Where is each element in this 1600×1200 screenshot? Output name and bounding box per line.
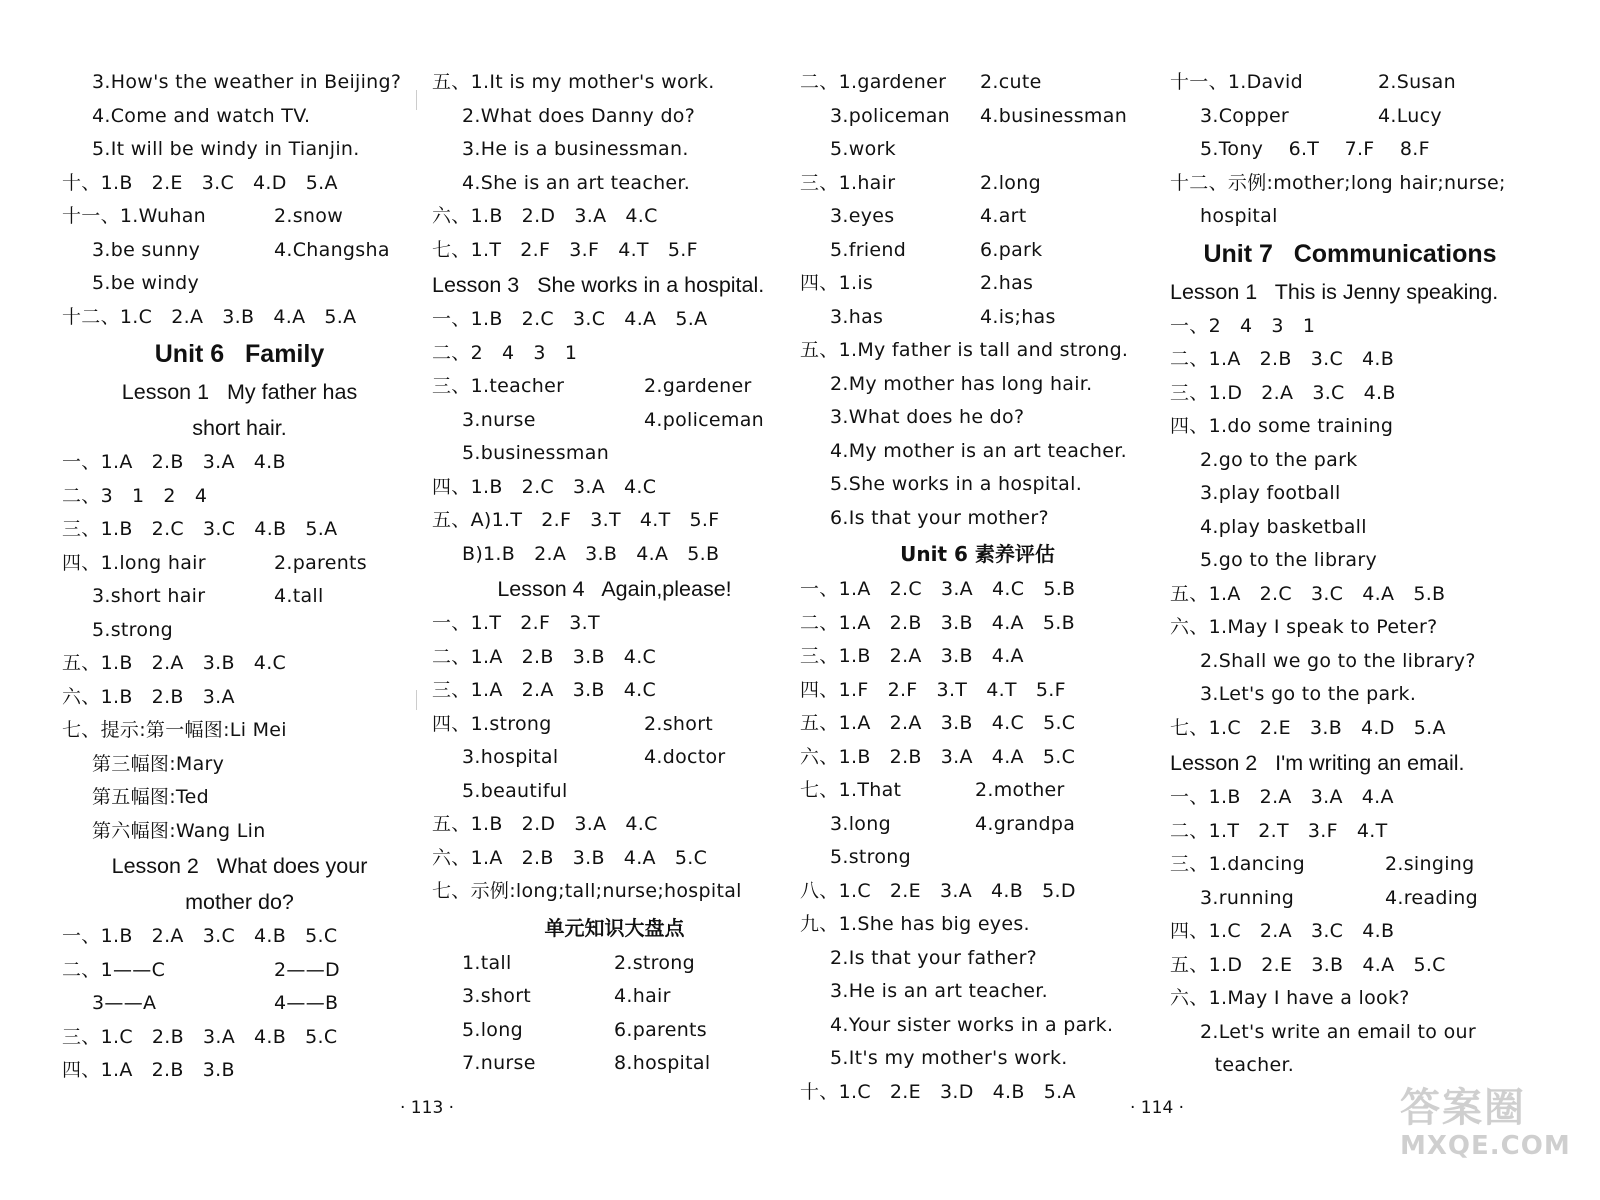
answer-line	[432, 875, 797, 909]
answer-text-second: 2.short	[644, 712, 714, 735]
answer-text: 第六幅图:Wang Lin	[92, 819, 266, 842]
answer-line	[62, 647, 417, 681]
answer-text: 三、1.dancing	[1170, 853, 1306, 875]
answer-line	[432, 66, 797, 100]
answer-text: 五、1.A 2.A 3.B 4.C 5.C	[800, 712, 1076, 734]
answer-line	[1170, 133, 1530, 167]
answer-text: 3.How's the weather in Beijing?	[92, 71, 402, 93]
answer-text-second: 4.businessman	[980, 104, 1128, 127]
answer-line	[432, 234, 797, 268]
answer-line	[800, 875, 1155, 909]
answer-line	[62, 681, 417, 715]
answer-text: 七、示例:long;tall;nurse;hospital	[432, 880, 742, 902]
lesson-heading: Lesson 2 I'm writing an email.	[1170, 751, 1465, 775]
answer-line	[432, 471, 797, 505]
answer-line	[432, 607, 797, 641]
answer-line	[1170, 511, 1530, 545]
answer-line	[1170, 343, 1530, 377]
answer-text: 3.Copper	[1200, 104, 1290, 127]
answer-line	[432, 337, 797, 371]
answer-text-second: 4.policeman	[644, 408, 764, 431]
answer-text: 七、1.T 2.F 3.F 4.T 5.F	[432, 238, 698, 261]
answer-line	[432, 504, 797, 538]
answer-text: 十、1.B 2.E 3.C 4.D 5.A	[62, 171, 338, 194]
answer-line	[800, 66, 1155, 100]
lesson-heading: mother do?	[185, 890, 294, 914]
answer-line	[800, 841, 1155, 875]
lesson-heading: Lesson 1 My father has	[121, 380, 358, 404]
answer-text: 一、1.A 2.B 3.A 4.B	[62, 451, 286, 473]
answer-line	[800, 707, 1155, 741]
answer-text: 三、1.A 2.A 3.B 4.C	[432, 679, 657, 701]
answer-text-second: 2.gardener	[644, 375, 752, 397]
answer-text: 三、1.teacher	[432, 375, 565, 397]
answer-line	[800, 435, 1155, 469]
column-1	[62, 66, 417, 1088]
answer-text: 十一、1.David	[1170, 71, 1303, 93]
answer-text-second: 2.mother	[975, 779, 1065, 801]
answer-text: B)1.B 2.A 3.B 4.A 5.B	[462, 542, 720, 565]
answer-text-second: 6.park	[980, 238, 1043, 261]
answer-line	[1170, 712, 1530, 746]
answer-text: 四、1.C 2.A 3.C 4.B	[1170, 920, 1395, 942]
answer-text: 七、1.C 2.E 3.B 4.D 5.A	[1170, 716, 1446, 739]
answer-line	[1170, 444, 1530, 478]
answer-text: 四、1.do some training	[1170, 415, 1394, 437]
answer-text-second: 2.strong	[614, 951, 695, 974]
answer-line	[1170, 410, 1530, 444]
answer-text: 五、1.A 2.C 3.C 4.A 5.B	[1170, 582, 1446, 605]
answer-text: 四、1.B 2.C 3.A 4.C	[432, 475, 657, 498]
lesson-heading: Lesson 1 This is Jenny speaking.	[1170, 279, 1499, 304]
answer-text: 3.nurse	[462, 408, 536, 431]
answer-text: 五、1.My father is tall and strong.	[800, 339, 1129, 361]
answer-text: 七、提示:第一幅图:Li Mei	[62, 719, 287, 741]
answer-text: 二、1——C	[62, 958, 166, 981]
answer-text-second: 4——B	[274, 992, 339, 1014]
answer-text: 第五幅图:Ted	[92, 786, 209, 808]
answer-text: hospital	[1200, 205, 1278, 227]
answer-text: 十一、1.Wuhan	[62, 205, 207, 227]
answer-line	[62, 547, 417, 581]
answer-text: 二、1.A 2.B 3.C 4.B	[1170, 348, 1395, 370]
answer-line	[800, 502, 1155, 536]
answer-line	[62, 1021, 417, 1055]
answer-text: 4.play basketball	[1200, 515, 1367, 538]
answer-line	[432, 808, 797, 842]
answer-text: 2.Is that your father?	[830, 946, 1038, 969]
answer-text-second: 4.Changsha	[274, 238, 390, 261]
answer-line	[62, 781, 417, 815]
answer-text: 二、1.T 2.T 3.F 4.T	[1170, 819, 1388, 842]
page-number-right: · 114 ·	[1130, 1098, 1185, 1118]
answer-text: 四、1.F 2.F 3.T 4.T 5.F	[800, 678, 1066, 701]
answer-line	[432, 133, 797, 167]
answer-text: 三、1.B 2.C 3.C 4.B 5.A	[62, 518, 338, 540]
answer-line	[1170, 848, 1530, 882]
answer-text-second: 2.has	[980, 272, 1034, 294]
lesson-heading: short hair.	[192, 416, 287, 440]
answer-text: 四、1.long hair	[62, 551, 206, 574]
answer-text: 第三幅图:Mary	[92, 752, 225, 775]
column-3	[800, 66, 1155, 1109]
page-number-left: · 113 ·	[400, 1098, 455, 1118]
answer-text: 2.My mother has long hair.	[830, 372, 1093, 395]
answer-text-second: 4.doctor	[644, 746, 726, 768]
answer-text: 2.Let's write an email to our	[1200, 1020, 1476, 1043]
answer-text-second: 2.cute	[980, 71, 1042, 93]
answer-line	[432, 404, 797, 438]
answer-line	[1170, 982, 1530, 1016]
answer-text-second: 2.snow	[274, 205, 344, 227]
answer-line	[432, 200, 797, 234]
answer-line	[1170, 544, 1530, 578]
answer-text: 一、1.A 2.C 3.A 4.C 5.B	[800, 578, 1076, 600]
answer-text: 1.tall	[462, 951, 512, 974]
answer-text: 六、1.B 2.B 3.A	[62, 685, 235, 708]
answer-line	[800, 1042, 1155, 1076]
answer-text: 五、A)1.T 2.F 3.T 4.T 5.F	[432, 509, 720, 531]
answer-text-second: 8.hospital	[614, 1052, 711, 1074]
answer-text: 五、1.B 2.D 3.A 4.C	[432, 813, 658, 835]
answer-text-second: 6.parents	[614, 1018, 708, 1041]
answer-text: 2.Shall we go to the library?	[1200, 649, 1476, 672]
answer-text: 3.short hair	[92, 585, 206, 607]
section-heading: Unit 6 素养评估	[900, 542, 1055, 566]
answer-line	[432, 641, 797, 675]
answer-line	[432, 775, 797, 809]
answer-line	[1170, 1016, 1530, 1050]
answer-line	[62, 748, 417, 782]
answer-text: 三、1.hair	[800, 171, 896, 194]
answer-text: 3.long	[830, 812, 891, 835]
watermark-url: MXQE.COM	[1400, 1131, 1571, 1161]
answer-text: 5.long	[462, 1018, 523, 1041]
answer-text: 3——A	[92, 992, 157, 1014]
answer-text: 4.Come and watch TV.	[92, 104, 311, 127]
answer-line	[62, 100, 417, 134]
answer-text: 2.go to the park	[1200, 448, 1358, 471]
answer-line	[800, 607, 1155, 641]
answer-text: 三、1.B 2.A 3.B 4.A	[800, 645, 1024, 667]
answer-text: 九、1.She has big eyes.	[800, 913, 1030, 935]
answer-line	[800, 133, 1155, 167]
answer-line	[432, 947, 797, 981]
answer-text: 3.hospital	[462, 746, 559, 768]
answer-line	[62, 920, 417, 954]
answer-line	[432, 167, 797, 201]
answer-text: 一、1.B 2.A 3.C 4.B 5.C	[62, 925, 338, 947]
answer-text: 3.policeman	[830, 104, 950, 127]
answer-text-second: 2.long	[980, 171, 1041, 194]
answer-line	[432, 1047, 797, 1081]
answer-line	[1170, 611, 1530, 645]
answer-text: 十、1.C 2.E 3.D 4.B 5.A	[800, 1080, 1076, 1103]
answer-text: 十二、1.C 2.A 3.B 4.A 5.A	[62, 305, 357, 328]
answer-text: 6.Is that your mother?	[830, 506, 1049, 529]
answer-line	[432, 437, 797, 471]
answer-text: 一、1.B 2.A 3.A 4.A	[1170, 786, 1394, 808]
answer-line	[800, 774, 1155, 808]
answer-line	[62, 987, 417, 1021]
answer-text: 三、1.D 2.A 3.C 4.B	[1170, 381, 1396, 404]
answer-line	[432, 538, 797, 572]
answer-text: 5.go to the library	[1200, 549, 1378, 571]
answer-line	[432, 1014, 797, 1048]
answer-line	[1170, 781, 1530, 815]
answer-line	[432, 980, 797, 1014]
answer-line	[432, 842, 797, 876]
answer-text: 六、1.B 2.B 3.A 4.A 5.C	[800, 745, 1076, 768]
answer-text: 2.What does Danny do?	[462, 104, 696, 127]
answer-line	[62, 167, 417, 201]
answer-line	[1170, 310, 1530, 344]
answer-text: 五、1.It is my mother's work.	[432, 71, 715, 93]
answer-line	[1170, 915, 1530, 949]
answer-line	[62, 301, 417, 335]
answer-line	[1170, 949, 1530, 983]
answer-text-second: 4.is;has	[980, 305, 1056, 328]
answer-line	[800, 100, 1155, 134]
answer-line	[62, 200, 417, 234]
answer-line	[800, 301, 1155, 335]
answer-line	[800, 674, 1155, 708]
answer-line	[62, 234, 417, 268]
answer-text-second: 4.art	[980, 205, 1027, 227]
answer-line	[1170, 815, 1530, 849]
answer-line	[1170, 578, 1530, 612]
answer-text: 二、3 1 2 4	[62, 484, 208, 507]
answer-line	[800, 942, 1155, 976]
answer-line	[800, 573, 1155, 607]
answer-text: 六、1.May I speak to Peter?	[1170, 616, 1438, 638]
lesson-heading: Lesson 2 What does your	[111, 854, 368, 878]
answer-line	[432, 674, 797, 708]
answer-line	[62, 480, 417, 514]
answer-line	[800, 808, 1155, 842]
answer-text: 七、1.That	[800, 779, 902, 801]
column-4	[1170, 66, 1530, 1083]
answer-line	[800, 1009, 1155, 1043]
answer-line	[800, 640, 1155, 674]
answer-line	[800, 468, 1155, 502]
answer-line	[432, 708, 797, 742]
answer-line	[1170, 477, 1530, 511]
answer-text: 5.be windy	[92, 272, 200, 294]
answer-text: 3.play football	[1200, 482, 1341, 504]
answer-line	[1170, 1049, 1530, 1083]
answer-text: 5.She works in a hospital.	[830, 473, 1083, 495]
answer-line	[800, 908, 1155, 942]
answer-text-second: 2.Susan	[1378, 71, 1456, 93]
answer-text: 4.She is an art teacher.	[462, 171, 691, 194]
answer-text-second: 2——D	[274, 958, 340, 981]
answer-line	[800, 1076, 1155, 1110]
answer-text: 五、1.B 2.A 3.B 4.C	[62, 652, 287, 674]
answer-text: 一、1.T 2.F 3.T	[432, 612, 600, 634]
answer-text: 六、1.A 2.B 3.B 4.A 5.C	[432, 846, 708, 869]
answer-text: 5.It's my mother's work.	[830, 1047, 1068, 1069]
answer-text: 3.be sunny	[92, 238, 201, 261]
unit-heading: Unit 6 Family	[154, 340, 325, 368]
answer-line	[62, 513, 417, 547]
answer-line	[1170, 100, 1530, 134]
answer-line	[62, 714, 417, 748]
answer-text: 二、1.gardener	[800, 71, 947, 93]
answer-text-second: 2.parents	[274, 551, 368, 574]
answer-text: 五、1.D 2.E 3.B 4.A 5.C	[1170, 953, 1446, 976]
answer-line	[62, 614, 417, 648]
answer-text: 二、2 4 3 1	[432, 341, 578, 364]
answer-text: 3.eyes	[830, 205, 895, 227]
answer-text: 八、1.C 2.E 3.A 4.B 5.D	[800, 879, 1076, 902]
answer-line	[1170, 645, 1530, 679]
answer-line	[62, 954, 417, 988]
answer-line	[1170, 167, 1530, 201]
answer-text: 三、1.C 2.B 3.A 4.B 5.C	[62, 1025, 338, 1048]
column-2	[432, 66, 797, 1081]
answer-text: 二、1.A 2.B 3.B 4.A 5.B	[800, 611, 1075, 634]
answer-text: 六、1.B 2.D 3.A 4.C	[432, 205, 658, 227]
answer-line	[62, 446, 417, 480]
answer-text: 3.has	[830, 305, 884, 328]
answer-text: 5.It will be windy in Tianjin.	[92, 138, 360, 160]
answer-line	[62, 1054, 417, 1088]
answer-text: 5.strong	[830, 846, 911, 868]
answer-text: 二、1.A 2.B 3.B 4.C	[432, 645, 657, 668]
answer-line	[800, 267, 1155, 301]
answer-line	[800, 200, 1155, 234]
answer-text: 5.beautiful	[462, 779, 568, 802]
answer-text: 4.Your sister works in a park.	[830, 1013, 1114, 1036]
answer-text: 3.short	[462, 985, 532, 1007]
answer-line	[432, 100, 797, 134]
answer-text: 5.friend	[830, 238, 907, 261]
answer-line	[1170, 200, 1530, 234]
answer-text: 5.work	[830, 138, 896, 160]
answer-text: 一、1.B 2.C 3.C 4.A 5.A	[432, 308, 708, 330]
answer-line	[62, 66, 417, 100]
section-heading: 单元知识大盘点	[544, 915, 685, 940]
lesson-heading: Lesson 3 She works in a hospital.	[432, 273, 765, 297]
answer-line	[800, 234, 1155, 268]
answer-line	[1170, 377, 1530, 411]
answer-text: 一、2 4 3 1	[1170, 314, 1316, 337]
answer-line	[432, 303, 797, 337]
answer-line	[432, 741, 797, 775]
answer-text-second: 4.reading	[1385, 886, 1478, 909]
answer-text-second: 4.hair	[614, 985, 671, 1007]
answer-text-second: 4.Lucy	[1378, 104, 1442, 127]
answer-line	[1170, 678, 1530, 712]
answer-line	[62, 815, 417, 849]
answer-line	[1170, 66, 1530, 100]
answer-text: teacher.	[1202, 1054, 1295, 1076]
answer-text: 7.nurse	[462, 1052, 536, 1074]
answer-line	[800, 334, 1155, 368]
answer-text: 3.He is an art teacher.	[830, 980, 1048, 1002]
answer-text-second: 4.grandpa	[975, 812, 1076, 835]
watermark-logo	[1400, 1085, 1571, 1165]
answer-line	[62, 133, 417, 167]
answer-text: 四、1.A 2.B 3.B	[62, 1059, 235, 1081]
answer-text: 十二、示例:mother;long hair;nurse;	[1170, 171, 1506, 194]
answer-text: 四、1.strong	[432, 712, 552, 735]
answer-text-second: 2.singing	[1385, 853, 1475, 875]
answer-line	[432, 370, 797, 404]
answer-line	[800, 401, 1155, 435]
answer-line	[800, 368, 1155, 402]
answer-line	[1170, 882, 1530, 916]
answer-text: 5.Tony 6.T 7.F 8.F	[1200, 138, 1430, 160]
answer-text: 5.businessman	[462, 442, 610, 464]
answer-text: 4.My mother is an art teacher.	[830, 439, 1127, 462]
answer-text: 3.running	[1200, 886, 1295, 909]
answer-text: 四、1.is	[800, 272, 874, 294]
answer-text-second: 4.tall	[274, 585, 324, 607]
answer-line	[62, 267, 417, 301]
answer-text: 5.strong	[92, 618, 173, 641]
answer-line	[800, 741, 1155, 775]
answer-line	[800, 167, 1155, 201]
answer-text: 3.Let's go to the park.	[1200, 683, 1417, 705]
answer-text: 六、1.May I have a look?	[1170, 987, 1410, 1009]
watermark-text: 答案圈	[1400, 1085, 1526, 1131]
unit-heading: Unit 7 Communications	[1203, 239, 1497, 268]
answer-text: 3.He is a businessman.	[462, 138, 689, 160]
lesson-heading: Lesson 4 Again,please!	[497, 577, 732, 601]
answer-line	[800, 975, 1155, 1009]
answer-line	[62, 580, 417, 614]
answer-text: 3.What does he do?	[830, 406, 1025, 428]
